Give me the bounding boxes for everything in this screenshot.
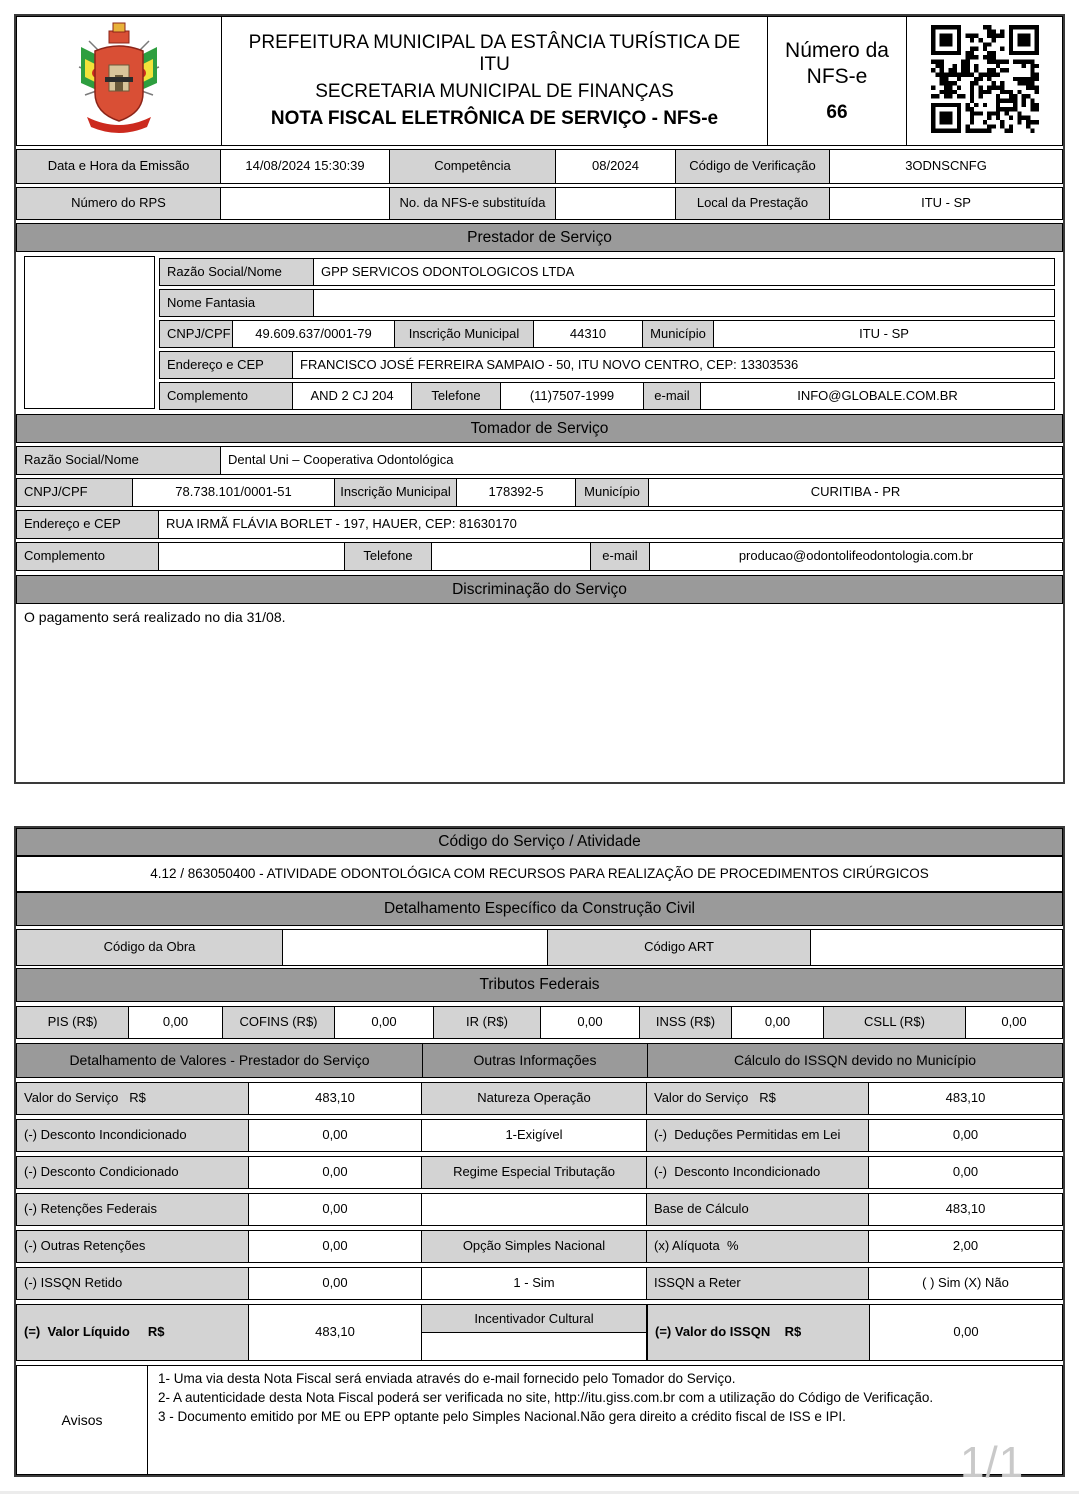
outras-retencoes-label: (-) Outras Retenções	[16, 1230, 249, 1263]
tomador-cnpj-value: 78.738.101/0001-51	[132, 478, 335, 507]
tomador-razao-label: Razão Social/Nome	[16, 446, 221, 475]
values-row-5	[16, 1230, 1063, 1263]
invoice-header	[16, 16, 1063, 146]
construcao-row	[16, 929, 1063, 966]
aliquota-label: (x) Alíquota %	[646, 1230, 869, 1263]
info-row-1	[16, 149, 1063, 184]
tributos-row	[16, 1006, 1063, 1039]
tomador-email-label: e-mail	[590, 542, 650, 571]
prestador-email-label: e-mail	[643, 382, 701, 410]
prestador-endereco-label: Endereço e CEP	[159, 351, 293, 379]
prestador-im-label: Inscrição Municipal	[394, 320, 534, 348]
values-row-1	[16, 1082, 1063, 1115]
opcao-simples-label: Opção Simples Nacional	[421, 1230, 647, 1263]
nfse-number-label: Número da NFS-e	[785, 38, 889, 88]
pis-value: 0,00	[128, 1006, 223, 1039]
avisos-text	[147, 1365, 1063, 1475]
codigo-art-value	[810, 929, 1063, 966]
valor-issqn-value: 0,00	[869, 1304, 1063, 1361]
ir-label: IR (R$)	[433, 1006, 541, 1039]
local-value: ITU - SP	[829, 187, 1063, 220]
cofins-value: 0,00	[334, 1006, 434, 1039]
avisos-line-1: 1- Uma via desta Nota Fiscal será enviada através do e-mail fornecido pelo Tomador do Serviço.	[158, 1371, 736, 1386]
prestador-fantasia-label: Nome Fantasia	[159, 289, 314, 317]
itu-coat-of-arms-icon	[71, 21, 167, 142]
section-codigo-servico: Código do Serviço / Atividade	[16, 828, 1063, 856]
tomador-endereco-label: Endereço e CEP	[16, 510, 159, 539]
issqn-a-reter-label: ISSQN a Reter	[646, 1267, 869, 1300]
deducoes-label: (-) Deduções Permitidas em Lei	[646, 1119, 869, 1152]
codigo-art-label: Código ART	[547, 929, 811, 966]
tomador-cnpj-row	[16, 478, 1063, 507]
tomador-im-value: 178392-5	[456, 478, 576, 507]
title-line-1: PREFEITURA MUNICIPAL DA ESTÂNCIA TURÍSTICA DE ITU	[248, 32, 741, 75]
substituida-value	[555, 187, 676, 220]
issqn-retido-label: (-) ISSQN Retido	[16, 1267, 249, 1300]
prestador-municipio-value: ITU - SP	[713, 320, 1055, 348]
codigo-obra-value	[282, 929, 548, 966]
discriminacao-text: O pagamento será realizado no dia 31/08.	[24, 609, 286, 625]
regime-especial-value	[421, 1193, 647, 1226]
prestador-email-value: INFO@GLOBALE.COM.BR	[700, 382, 1055, 410]
emissao-label: Data e Hora da Emissão	[16, 149, 221, 184]
cofins-label: COFINS (R$)	[222, 1006, 335, 1039]
desconto-condicionado-label: (-) Desconto Condicionado	[16, 1156, 249, 1189]
verificacao-value: 3ODNSCNFG	[829, 149, 1063, 184]
page-number: 1/1	[960, 1438, 1025, 1487]
section-construcao: Detalhamento Específico da Construção Civil	[16, 892, 1063, 926]
header-outras-informacoes: Outras Informações	[422, 1043, 648, 1078]
desconto-incondicionado-value: 0,00	[248, 1119, 422, 1152]
codigo-servico-row	[16, 856, 1063, 892]
valor-servico-value: 483,10	[248, 1082, 422, 1115]
desconto-condicionado-value: 0,00	[248, 1156, 422, 1189]
competencia-value: 08/2024	[555, 149, 676, 184]
competencia-label: Competência	[389, 149, 556, 184]
section-prestador: Prestador de Serviço	[16, 223, 1063, 252]
invoice-main-block	[14, 14, 1065, 784]
base-calculo-value: 483,10	[868, 1193, 1063, 1226]
prestador-section	[16, 252, 1063, 413]
issqn-valor-servico-label: Valor do Serviço R$	[646, 1082, 869, 1115]
prestador-endereco-value: FRANCISCO JOSÉ FERREIRA SAMPAIO - 50, ITU NOVO CENTRO, CEP: 13303536	[292, 351, 1055, 379]
tomador-telefone-label: Telefone	[344, 542, 432, 571]
codigo-obra-label: Código da Obra	[16, 929, 283, 966]
valor-liquido-value: 483,10	[248, 1304, 422, 1361]
rps-label: Número do RPS	[16, 187, 221, 220]
prestador-im-value: 44310	[533, 320, 643, 348]
title-line-3: NOTA FISCAL ELETRÔNICA DE SERVIÇO - NFS-e	[270, 108, 719, 129]
tomador-email-value: producao@odontolifeodontologia.com.br	[649, 542, 1063, 571]
nfse-number-cell	[767, 16, 907, 146]
prestador-razao-value: GPP SERVICOS ODONTOLOGICOS LTDA	[313, 258, 1055, 286]
avisos-line-2: 2- A autenticidade desta Nota Fiscal poderá ser verificada no site, http://itu.giss.com.br com a utilização do Código de Verificação.	[158, 1390, 934, 1405]
incentivador-cultural-cell	[421, 1304, 647, 1361]
nfse-number-value: 66	[826, 102, 848, 124]
inss-value: 0,00	[731, 1006, 824, 1039]
natureza-operacao-label: Natureza Operação	[421, 1082, 647, 1115]
natureza-operacao-value: 1-Exigível	[421, 1119, 647, 1152]
prestador-complemento-label: Complemento	[159, 382, 293, 410]
tomador-complemento-value	[158, 542, 345, 571]
tomador-endereco-row	[16, 510, 1063, 539]
tomador-cnpj-label: CNPJ/CPF	[16, 478, 133, 507]
tomador-complemento-row	[16, 542, 1063, 571]
prestador-municipio-label: Município	[642, 320, 714, 348]
prestador-telefone-value: (11)7507-1999	[500, 382, 644, 410]
values-row-6	[16, 1267, 1063, 1300]
issqn-a-reter-value: ( ) Sim (X) Não	[868, 1267, 1063, 1300]
qr-cell	[906, 16, 1063, 146]
deducoes-value: 0,00	[868, 1119, 1063, 1152]
avisos-label: Avisos	[16, 1365, 148, 1475]
ir-value: 0,00	[540, 1006, 640, 1039]
prestador-cnpj-value: 49.609.637/0001-79	[232, 320, 395, 348]
rps-value	[220, 187, 390, 220]
base-calculo-label: Base de Cálculo	[646, 1193, 869, 1226]
substituida-label: No. da NFS-e substituída	[389, 187, 556, 220]
values-row-4	[16, 1193, 1063, 1226]
retencoes-federais-value: 0,00	[248, 1193, 422, 1226]
prestador-cnpj-label: CNPJ/CPF	[159, 320, 233, 348]
prestador-fantasia-value	[313, 289, 1055, 317]
issqn-desconto-incondicionado-label: (-) Desconto Incondicionado	[646, 1156, 869, 1189]
header-detalhamento-valores: Detalhamento de Valores - Prestador do Serviço	[16, 1043, 423, 1078]
emissao-value: 14/08/2024 15:30:39	[220, 149, 390, 184]
prestador-razao-label: Razão Social/Nome	[159, 258, 314, 286]
title-line-2: SECRETARIA MUNICIPAL DE FINANÇAS	[315, 81, 674, 102]
opcao-simples-value: 1 - Sim	[421, 1267, 647, 1300]
tomador-im-label: Inscrição Municipal	[334, 478, 457, 507]
avisos-section	[16, 1365, 1063, 1475]
avisos-line-3: 3 - Documento emitido por ME ou EPP optante pelo Simples Nacional.Não gera direito a crédito fiscal de ISS e IPI.	[158, 1409, 846, 1424]
tomador-municipio-value: CURITIBA - PR	[648, 478, 1063, 507]
issqn-desconto-incondicionado-value: 0,00	[868, 1156, 1063, 1189]
prestador-complemento-value: AND 2 CJ 204	[292, 382, 412, 410]
tomador-telefone-value	[431, 542, 591, 571]
issqn-retido-value: 0,00	[248, 1267, 422, 1300]
regime-especial-label: Regime Especial Tributação	[421, 1156, 647, 1189]
values-row-7	[16, 1304, 1063, 1361]
local-label: Local da Prestação	[675, 187, 830, 220]
inss-label: INSS (R$)	[639, 1006, 732, 1039]
title-cell	[221, 16, 768, 146]
tomador-razao-value: Dental Uni – Cooperativa Odontológica	[220, 446, 1063, 475]
aliquota-value: 2,00	[868, 1230, 1063, 1263]
header-calculo-issqn: Cálculo do ISSQN devido no Município	[647, 1043, 1063, 1078]
invoice-values-block	[14, 826, 1065, 1477]
incentivador-cultural-label: Incentivador Cultural	[422, 1305, 646, 1333]
tomador-endereco-value: RUA IRMÃ FLÁVIA BORLET - 197, HAUER, CEP: 81630170	[158, 510, 1063, 539]
retencoes-federais-label: (-) Retenções Federais	[16, 1193, 249, 1226]
outras-retencoes-value: 0,00	[248, 1230, 422, 1263]
tomador-municipio-label: Município	[575, 478, 649, 507]
verificacao-label: Código de Verificação	[675, 149, 830, 184]
section-tributos: Tributos Federais	[16, 968, 1063, 1002]
logo-cell	[16, 16, 222, 146]
info-row-2	[16, 187, 1063, 220]
values-row-2	[16, 1119, 1063, 1152]
tomador-complemento-label: Complemento	[16, 542, 159, 571]
prestador-telefone-label: Telefone	[411, 382, 501, 410]
csll-value: 0,00	[965, 1006, 1063, 1039]
section-tomador: Tomador de Serviço	[16, 414, 1063, 443]
valor-servico-label: Valor do Serviço R$	[16, 1082, 249, 1115]
tomador-razao-row	[16, 446, 1063, 475]
desconto-incondicionado-label: (-) Desconto Incondicionado	[16, 1119, 249, 1152]
valor-liquido-label: (=) Valor Líquido R$	[16, 1304, 249, 1361]
page-separator-line	[0, 1491, 1079, 1494]
valor-issqn-label: (=) Valor do ISSQN R$	[647, 1304, 870, 1361]
issqn-valor-servico-value: 483,10	[868, 1082, 1063, 1115]
prestador-logo-placeholder	[24, 256, 155, 409]
csll-label: CSLL (R$)	[823, 1006, 966, 1039]
codigo-servico-value: 4.12 / 863050400 - ATIVIDADE ODONTOLÓGICA COM RECURSOS PARA REALIZAÇÃO DE PROCEDIMENTOS CIRÚRGICOS	[16, 856, 1063, 892]
qr-code-icon	[931, 25, 1039, 138]
section-discriminacao: Discriminação do Serviço	[16, 575, 1063, 604]
pis-label: PIS (R$)	[16, 1006, 129, 1039]
values-row-3	[16, 1156, 1063, 1189]
values-headers-row	[16, 1043, 1063, 1078]
incentivador-cultural-value	[422, 1333, 646, 1360]
